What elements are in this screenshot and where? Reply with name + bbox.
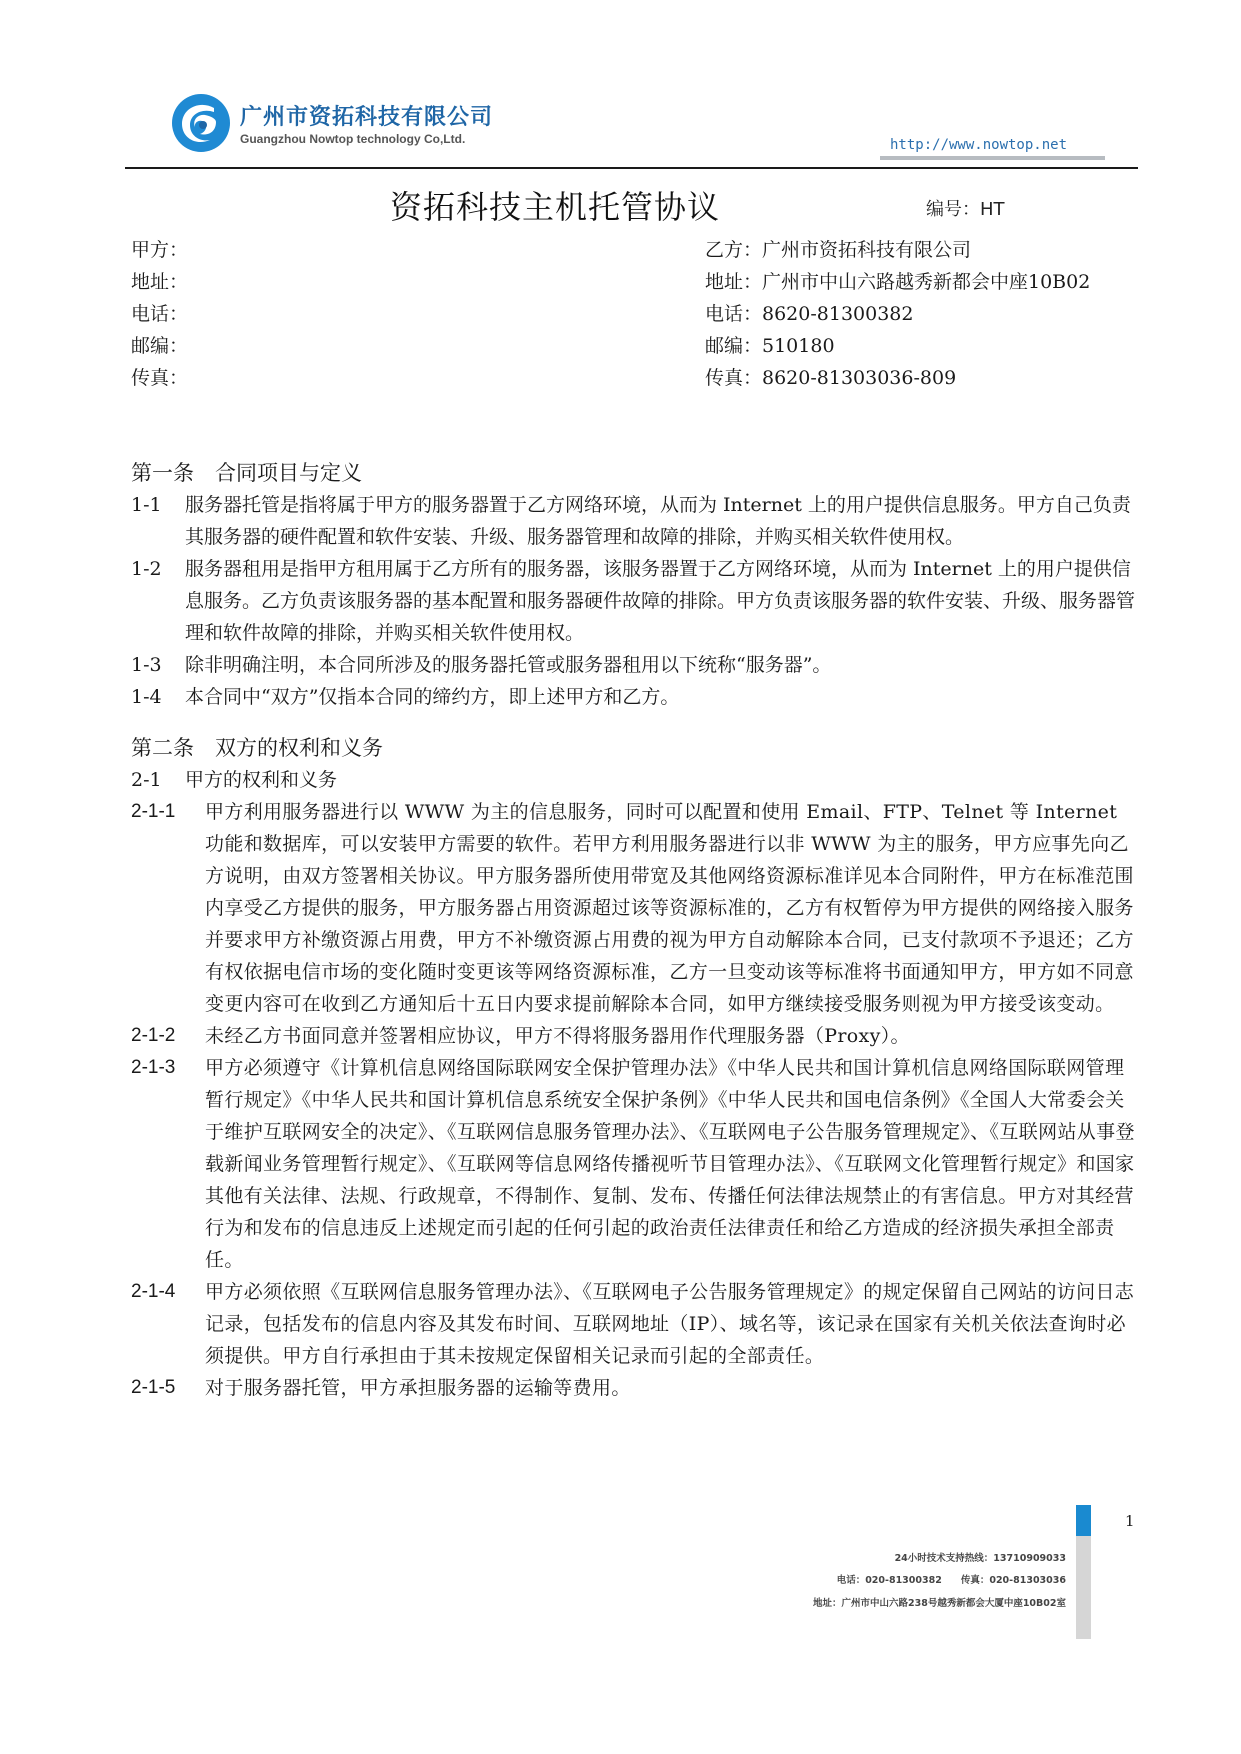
header-accent-bar (880, 156, 1105, 160)
party-a-postcode: 邮编： (131, 335, 189, 357)
clause-1-2 (131, 553, 1136, 649)
clause-1-4 (131, 681, 1136, 713)
clause-2-1-2 (131, 1020, 1136, 1052)
clause-1-3 (131, 649, 1136, 681)
clause-text: 对于服务器托管，甲方承担服务器的运输等费用。 (205, 1377, 631, 1399)
clause-text: 服务器托管是指将属于甲方的服务器置于乙方网络环境，从而为 Internet 上的用户提供信息服务。甲方自己负责其服务器的硬件配置和软件安装、升级、服务器管理和故障的排除，并购买相关软件使用权。 (185, 494, 1131, 548)
page-number: 1 (1125, 1512, 1135, 1530)
party-b-fax: 传真：8620-81303036-809 (705, 367, 957, 389)
party-a-block (131, 234, 188, 394)
party-a-address: 地址： (131, 271, 189, 293)
party-b-block (705, 234, 1090, 394)
clause-text: 未经乙方书面同意并签署相应协议，甲方不得将服务器用作代理服务器（Proxy）。 (205, 1025, 910, 1047)
clause-2-1-5 (131, 1372, 1136, 1404)
company-name-en: Guangzhou Nowtop technology Co,Ltd. (240, 132, 466, 146)
header-divider (125, 167, 1138, 169)
clause-2-1-4 (131, 1276, 1136, 1372)
clause-text: 服务器租用是指甲方租用属于乙方所有的服务器，该服务器置于乙方网络环境，从而为 Internet 上的用户提供信息服务。乙方负责该服务器的基本配置和服务器硬件故障的排除。甲方负责该服务器的软件安装、升级、服务器管理和软件故障的排除，并购买相关软件使用权。 (185, 558, 1136, 644)
clause-number: 1-3 (131, 654, 162, 676)
agreement-body (131, 457, 1136, 1404)
clause-1-1 (131, 489, 1136, 553)
company-logo-icon (170, 92, 232, 154)
clause-number: 2-1-4 (131, 1281, 176, 1302)
section-2-title: 第二条 双方的权利和义务 (131, 736, 383, 760)
party-b-phone: 电话：8620-81300382 (705, 303, 914, 325)
document-number: 编号：HT (926, 199, 1005, 220)
clause-text: 除非明确注明，本合同所涉及的服务器托管或服务器租用以下统称“服务器”。 (185, 654, 832, 676)
party-a-fax: 传真： (131, 367, 189, 389)
clause-text: 甲方必须遵守《计算机信息网络国际联网安全保护管理办法》《中华人民共和国计算机信息网络国际联网管理暂行规定》《中华人民共和国计算机信息系统安全保护条例》《中华人民共和国电信条例》《全国人大常委会关于维护互联网安全的决定》、《互联网信息服务管理办法》、《互联网电子公告服务管理规定》、《互联网站从事登载新闻业务管理暂行规定》、《互联网等信息网络传播视听节目管理办法》、《互联网文化管理暂行规定》和国家其他有关法律、法规、行政规章，不得制作、复制、发布、传播任何法律法规禁止的有害信息。甲方对其经营行为和发布的信息违反上述规定而引起的任何引起的政治责任法律责任和给乙方造成的经济损失承担全部责任。 (205, 1057, 1135, 1271)
party-b-address: 地址：广州市中山六路越秀新都会中座10B02 (705, 271, 1091, 293)
clause-number: 1-1 (131, 494, 162, 516)
website-link[interactable]: http://www.nowtop.net (890, 137, 1068, 153)
footer-side-bar (1076, 1536, 1091, 1639)
footer-address: 地址：广州市中山六路238号越秀新都会大厦中座10B02室 (812, 1598, 1066, 1609)
subsection-title: 甲方的权利和义务 (185, 769, 338, 791)
clause-text: 甲方利用服务器进行以 WWW 为主的信息服务，同时可以配置和使用 Email、FTP、Telnet 等 Internet 功能和数据库，可以安装甲方需要的软件。若甲方利用服务器进行以非 WWW 为主的服务，甲方应事先向乙方说明，由双方签署相关协议。甲方服务器所使用带宽及其他网络资源标准详见本合同附件，甲方在标准范围内享受乙方提供的服务，甲方服务器占用资源超过该等资源标准的，乙方有权暂停为甲方提供的网络接入服务并要求甲方补缴资源占用费，甲方不补缴资源占用费的视为甲方自动解除本合同，已支付款项不予退还；乙方有权依据电信市场的变化随时变更该等网络资源标准，乙方一旦变动该等标准将书面通知甲方，甲方如不同意变更内容可在收到乙方通知后十五日内要求提前解除本合同，如甲方继续接受服务则视为甲方接受该变动。 (205, 801, 1134, 1015)
clause-number: 2-1-2 (131, 1025, 176, 1046)
footer-phone-fax: 电话：020-81300382 传真：020-81303036 (836, 1575, 1066, 1586)
party-b-name: 乙方：广州市资拓科技有限公司 (705, 239, 972, 261)
subsection-2-1 (131, 764, 1136, 796)
clause-2-1-3 (131, 1052, 1136, 1276)
clause-number: 2-1-3 (131, 1057, 176, 1078)
company-name-cn: 广州市资拓科技有限公司 (240, 105, 494, 130)
section-spacer (131, 713, 1136, 732)
clause-text: 本合同中“双方”仅指本合同的缔约方，即上述甲方和乙方。 (185, 686, 680, 708)
party-b-postcode: 邮编：510180 (705, 335, 835, 357)
party-a-phone: 电话： (131, 303, 189, 325)
party-a-name: 甲方： (131, 239, 189, 261)
footer-accent-bar (1076, 1505, 1091, 1536)
clause-number: 1-2 (131, 558, 162, 580)
document-title: 资拓科技主机托管协议 (390, 188, 721, 226)
clause-2-1-1 (131, 796, 1136, 1020)
footer-hotline: 24小时技术支持热线：13710909033 (894, 1553, 1066, 1564)
clause-number: 2-1-1 (131, 801, 176, 822)
clause-number: 1-4 (131, 686, 162, 708)
section-1-title: 第一条 合同项目与定义 (131, 461, 362, 485)
subsection-number: 2-1 (131, 769, 162, 791)
clause-text: 甲方必须依照《互联网信息服务管理办法》、《互联网电子公告服务管理规定》的规定保留自己网站的访问日志记录，包括发布的信息内容及其发布时间、互联网地址（IP）、域名等，该记录在国家有关机关依法查询时必须提供。甲方自行承担由于其未按规定保留相关记录而引起的全部责任。 (205, 1281, 1135, 1367)
clause-number: 2-1-5 (131, 1377, 176, 1398)
